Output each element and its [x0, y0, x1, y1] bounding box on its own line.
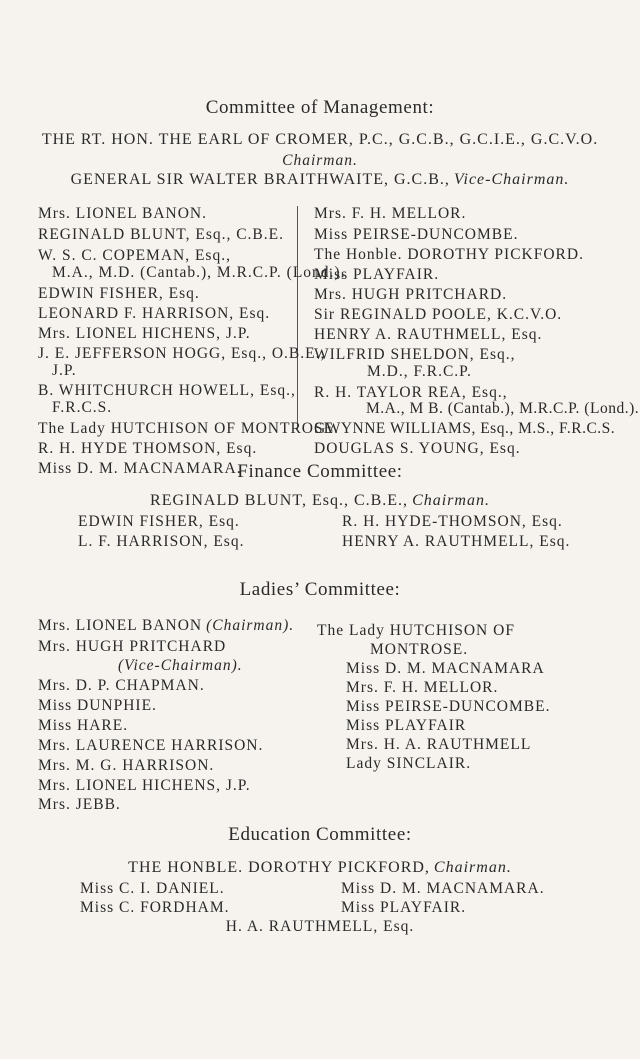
management-member-qualification: J.P.	[52, 362, 77, 379]
management-member-qualification: M.D., F.R.C.P.	[367, 363, 472, 380]
ladies-chairman-name: Mrs. LIONEL BANON	[38, 617, 203, 634]
ladies-member: Miss PEIRSE-DUNCOMBE.	[346, 698, 551, 715]
finance-chairman	[0, 492, 640, 510]
column-divider	[297, 206, 298, 429]
management-member: R. H. TAYLOR REA, Esq.,	[314, 384, 508, 401]
finance-chairman-role: Chairman.	[412, 492, 490, 509]
education-member: Miss PLAYFAIR.	[341, 899, 467, 916]
management-member: R. H. HYDE THOMSON, Esq.	[38, 440, 258, 457]
ladies-member: Mrs. D. P. CHAPMAN.	[38, 677, 205, 694]
ladies-member: Mrs. JEBB.	[38, 796, 121, 813]
management-member: Miss PEIRSE-DUNCOMBE.	[314, 226, 519, 243]
vice-chairman-name: GENERAL SIR WALTER BRAITHWAITE, G.C.B.,	[70, 171, 450, 188]
education-chairman	[0, 859, 640, 877]
management-member: HENRY A. RAUTHMELL, Esq.	[314, 326, 543, 343]
management-chairman-name: THE RT. HON. THE EARL OF CROMER, P.C., G.C.B., G.C.I.E., G.C.V.O.	[41, 131, 599, 148]
management-vice-chairman	[0, 171, 640, 189]
education-member: Miss D. M. MACNAMARA.	[341, 880, 545, 897]
ladies-member: Lady SINCLAIR.	[346, 755, 472, 772]
management-member: The Honble. DOROTHY PICKFORD.	[314, 246, 584, 263]
management-member: WILFRID SHELDON, Esq.,	[314, 346, 516, 363]
ladies-member: The Lady HUTCHISON OF	[317, 622, 515, 639]
education-member: H. A. RAUTHMELL, Esq.	[225, 918, 415, 935]
management-title: Committee of Management:	[205, 97, 435, 118]
management-member: EDWIN FISHER, Esq.	[38, 285, 200, 302]
management-member: Mrs. LIONEL BANON.	[38, 205, 207, 222]
ladies-vice-chairman-name: Mrs. HUGH PRITCHARD	[38, 638, 227, 655]
finance-chairman-name: REGINALD BLUNT, Esq., C.B.E.,	[150, 492, 409, 509]
ladies-member: Mrs. LIONEL HICHENS, J.P.	[38, 777, 251, 794]
management-member: Miss D. M. MACNAMARA.	[38, 460, 242, 477]
education-chairman-role: Chairman.	[433, 859, 512, 876]
management-member: Mrs. F. H. MELLOR.	[314, 205, 467, 222]
education-title: Education Committee:	[228, 824, 412, 845]
vice-chairman-role: Vice-Chairman.	[453, 171, 570, 188]
ladies-member: Miss PLAYFAIR	[346, 717, 467, 734]
finance-member: HENRY A. RAUTHMELL, Esq.	[342, 533, 571, 550]
education-member: Miss C. FORDHAM.	[80, 899, 230, 916]
ladies-member: Mrs. H. A. RAUTHMELL	[346, 736, 532, 753]
ladies-title: Ladies’ Committee:	[239, 579, 401, 600]
management-member: Mrs. HUGH PRITCHARD.	[314, 286, 508, 303]
management-member-qualification: M.A., M.D. (Cantab.), M.R.C.P. (Lond.).	[52, 264, 346, 281]
ladies-member: Miss HARE.	[38, 717, 129, 734]
finance-member: L. F. HARRISON, Esq.	[78, 533, 245, 550]
management-member: Sir REGINALD POOLE, K.C.V.O.	[314, 306, 563, 323]
education-member: Miss C. I. DANIEL.	[80, 880, 225, 897]
ladies-member-continued: MONTROSE.	[370, 641, 469, 658]
ladies-member: Mrs. M. G. HARRISON.	[38, 757, 215, 774]
management-chairman-role: Chairman.	[282, 152, 358, 169]
ladies-chairman	[38, 617, 294, 635]
finance-member: EDWIN FISHER, Esq.	[78, 513, 240, 530]
ladies-member: Miss DUNPHIE.	[38, 697, 157, 714]
ladies-chairman-role: (Chairman).	[206, 617, 295, 634]
ladies-member: Mrs. LAURENCE HARRISON.	[38, 737, 264, 754]
management-member: Miss PLAYFAIR.	[314, 266, 440, 283]
finance-member: R. H. HYDE-THOMSON, Esq.	[342, 513, 563, 530]
management-member: DOUGLAS S. YOUNG, Esq.	[314, 440, 521, 457]
management-member: Mrs. LIONEL HICHENS, J.P.	[38, 325, 251, 342]
ladies-member: Mrs. F. H. MELLOR.	[346, 679, 499, 696]
management-member: GWYNNE WILLIAMS, Esq., M.S., F.R.C.S.	[314, 420, 616, 437]
ladies-member: Miss D. M. MACNAMARA	[346, 660, 545, 677]
management-member: J. E. JEFFERSON HOGG, Esq., O.B.E.,	[38, 345, 326, 362]
education-chairman-name: THE HONBLE. DOROTHY PICKFORD,	[128, 859, 430, 876]
management-member-qualification: M.A., M B. (Cantab.), M.R.C.P. (Lond.).	[366, 400, 640, 417]
management-member: REGINALD BLUNT, Esq., C.B.E.	[38, 226, 284, 243]
management-member: LEONARD F. HARRISON, Esq.	[38, 305, 271, 322]
management-member: B. WHITCHURCH HOWELL, Esq.,	[38, 382, 296, 399]
ladies-vice-chairman-role: (Vice-Chairman).	[118, 657, 243, 674]
management-member: The Lady HUTCHISON OF MONTROSE.	[38, 420, 339, 437]
finance-title: Finance Committee:	[237, 461, 403, 482]
management-member: W. S. C. COPEMAN, Esq.,	[38, 247, 231, 264]
management-member-qualification: F.R.C.S.	[52, 399, 113, 416]
